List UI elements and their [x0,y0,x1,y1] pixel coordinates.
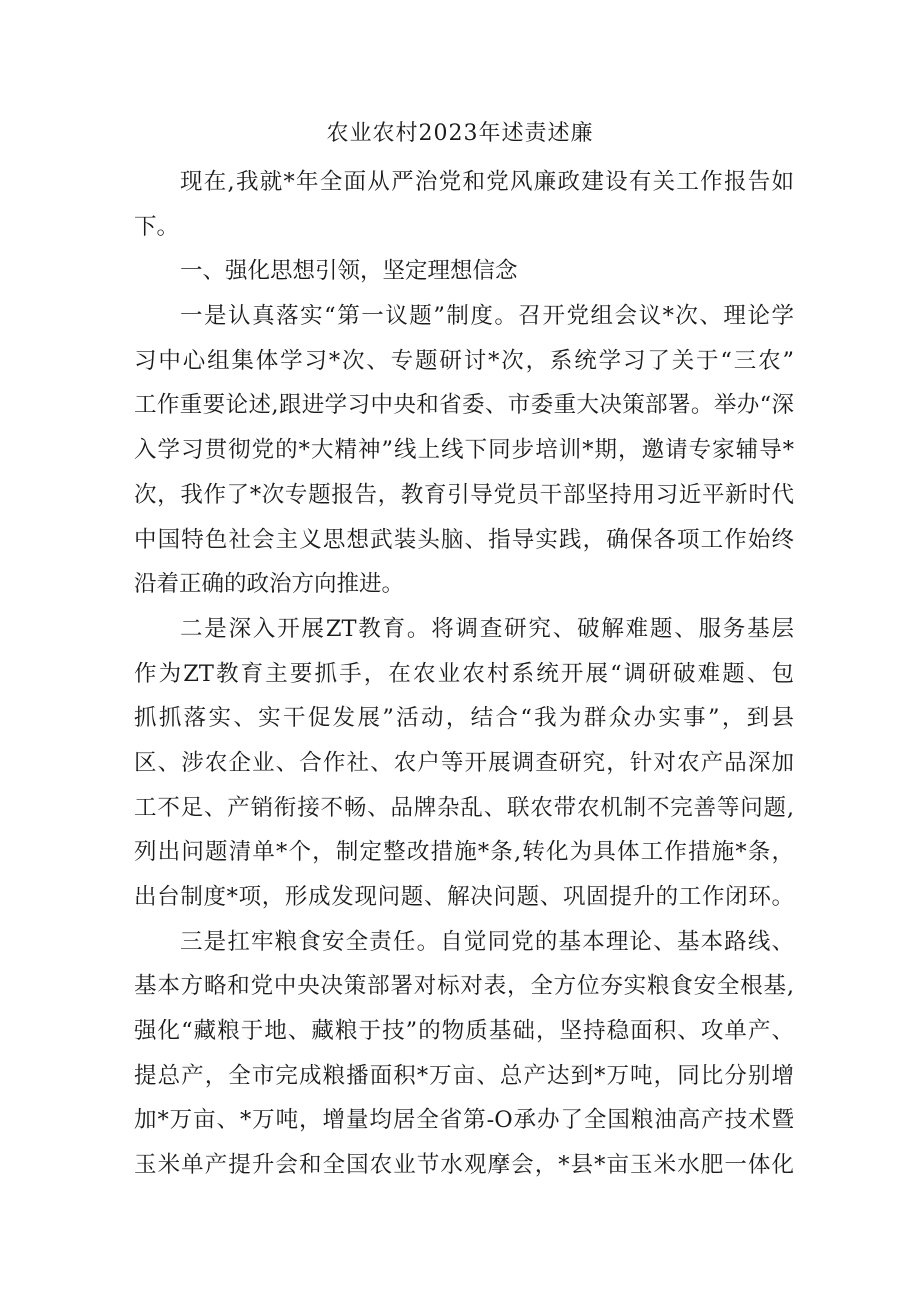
paragraph-line: 次，我作了*次专题报告，教育引导党员干部坚持用习近平新时代 [134,481,794,508]
paragraph-line: 加*万亩、*万吨，增量均居全省第-O承办了全国粮油高产技术暨 [134,1107,794,1134]
paragraph-line: 入学习贯彻党的*大精神”线上线下同步培训*期，邀请专家辅导* [134,437,794,464]
paragraph-line: 工作重要论述,跟进学习中央和省委、市委重大决策部署。举办“深 [134,392,794,419]
paragraph-line: 三是扛牢粮食安全责任。自觉同党的基本理论、基本路线、 [180,928,794,955]
paragraph-line: 提总产，全市完成粮播面积*万亩、总产达到*万吨，同比分别增 [134,1062,794,1089]
paragraph-line: 中国特色社会主义思想武装头脑、指导实践，确保各项工作始终 [134,526,794,553]
paragraph-line: 玉米单产提升会和全国农业节水观摩会，*县*亩玉米水肥一体化 [134,1152,794,1179]
paragraph-line: 出台制度*项，形成发现问题、解决问题、巩固提升的工作闭环。 [134,884,794,910]
paragraph-line: 强化“藏粮于地、藏粮于技”的物质基础，坚持稳面积、攻单产、 [134,1018,794,1045]
paragraph-line: 抓抓落实、实干促发展”活动，结合“我为群众办实事”，到县 [134,705,794,732]
paragraph-line: 列出问题清单*个，制定整改措施*条,转化为具体工作措施*条， [134,839,794,866]
document-title: 农业农村2023年述责述廉 [326,121,594,146]
document-body [134,160,794,1188]
paragraph-line: 习中心组集体学习*次、专题研讨*次，系统学习了关于“三农” [134,347,794,374]
paragraph-line: 现在,我就*年全面从严治党和党风廉政建设有关工作报告如 [180,169,794,195]
paragraph-line: 下。 [134,213,180,240]
section-heading: 一、强化思想引领，坚定理想信念 [180,258,518,285]
paragraph-line: 沿着正确的政治方向推进。 [134,571,405,598]
paragraph-line: 二是深入开展ZT教育。将调查研究、破解难题、服务基层 [180,615,794,642]
paragraph-line: 基本方略和党中央决策部署对标对表，全方位夯实粮食安全根基, [134,973,794,1000]
paragraph-line: 一是认真落实“第一议题”制度。召开党组会议*次、理论学 [180,303,794,330]
paragraph-line: 工不足、产销衔接不畅、品牌杂乱、联农带农机制不完善等问题, [134,794,794,821]
paragraph-line: 区、涉农企业、合作社、农户等开展调查研究，针对农产品深加 [134,749,794,776]
paragraph-line: 作为ZT教育主要抓手，在农业农村系统开展“调研破难题、包 [134,660,794,687]
